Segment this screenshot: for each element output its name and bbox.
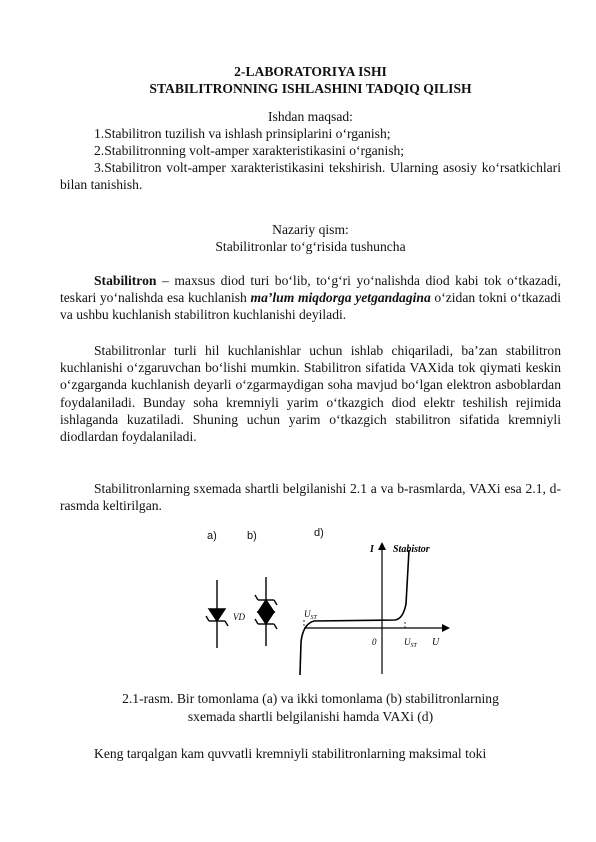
vd-label: VD	[233, 612, 245, 622]
aim-item-3: 3.Stabilitron volt-amper xarakteristikasini tekshirish. Ularning asosiy ko‘rsatkichlari bilan tanishish.	[60, 160, 561, 193]
paragraph-types: Stabilitronlar turli hil kuchlanishlar uchun ishlab chiqariladi, ba’zan stabilitron kuchlanishi o‘zgaruvchan bo‘lishi mumkin. Stabilitron sifatida VAXida tok qiymati keskin o‘zgarganda kuchlanish deyarli o‘zgarmaydigan soha mavjud bo‘lgan elektron asboblardan foydalaniladi. Bunday soha kremniyli yarim o‘tkazgich diod elektr teshilish rejimida ishlaganda kuzatiladi. Shuning uchun yarim o‘tkazgich stabilitron sifatida kremniyli diodlardan foydalaniladi.	[60, 343, 561, 445]
u-axis-label: U	[432, 637, 440, 648]
ust-right-label: $U_{ST}$	[404, 637, 417, 649]
figure-caption-1: 2.1-rasm. Bir tomonlama (a) va ikki tomonlama (b) stabilitronlarning	[122, 691, 499, 706]
i-axis-arrow	[378, 542, 386, 550]
definition-text-a: – maxsus diod turi bo‘lib, to‘g‘ri yo‘nalishda diod kabi tok o‘tkazadi, teskari yo‘nalishda esa kuchlanish	[60, 273, 561, 306]
i-axis-label: I	[370, 544, 374, 555]
paragraph-continuation: Keng tarqalgan kam quvvatli kremniyli stabilitronlarning maksimal toki	[94, 746, 487, 761]
zener-diode-symbol-b	[255, 577, 277, 646]
origin-label: 0	[372, 637, 377, 647]
figure-label-d: d)	[314, 527, 324, 539]
figure-label-a: a)	[207, 530, 217, 542]
figure-label-b: b)	[247, 530, 257, 542]
figure-caption-2: sxemada shartli belgilanishi hamda VAXi (d)	[187, 709, 434, 724]
zener-diode-symbol-a	[206, 580, 228, 648]
stabistor-curve	[300, 550, 409, 675]
definition-text-b: o‘zidan tokni o‘tkazadi va ushbu kuchlanish stabilitron kuchlanishi deyiladi.	[60, 290, 561, 323]
paragraph-figure-ref: Stabilitronlarning sxemada shartli belgilanishi 2.1 a va b-rasmlarda, VAXi esa 2.1, d-rasmda keltirilgan.	[60, 481, 561, 514]
u-axis-arrow	[442, 624, 450, 632]
curve-label: Stabistor	[393, 544, 430, 555]
definition-emphasis: ma’lum miqdorga yetgandagina	[250, 290, 431, 306]
lab-subtitle: STABILITRONNING ISHLASHINI TADQIQ QILISH	[149, 81, 472, 96]
aim-item-2: 2.Stabilitronning volt-amper xarakteristikasini o‘rganish;	[94, 143, 405, 158]
theory-subtitle: Stabilitronlar to‘g‘risida tushuncha	[215, 239, 406, 254]
lab-title: 2-LABORATORIYA ISHI	[234, 64, 387, 79]
vi-characteristic-graph	[300, 542, 450, 675]
theory-label: Nazariy qism:	[272, 222, 349, 237]
term-stabilitron: Stabilitron	[94, 273, 157, 288]
aim-item-1: 1.Stabilitron tuzilish va ishlash prinsiplarini o‘rganish;	[94, 126, 391, 141]
ust-left-label: $U_{ST}$	[304, 609, 317, 621]
aim-label: Ishdan maqsad:	[268, 109, 353, 124]
